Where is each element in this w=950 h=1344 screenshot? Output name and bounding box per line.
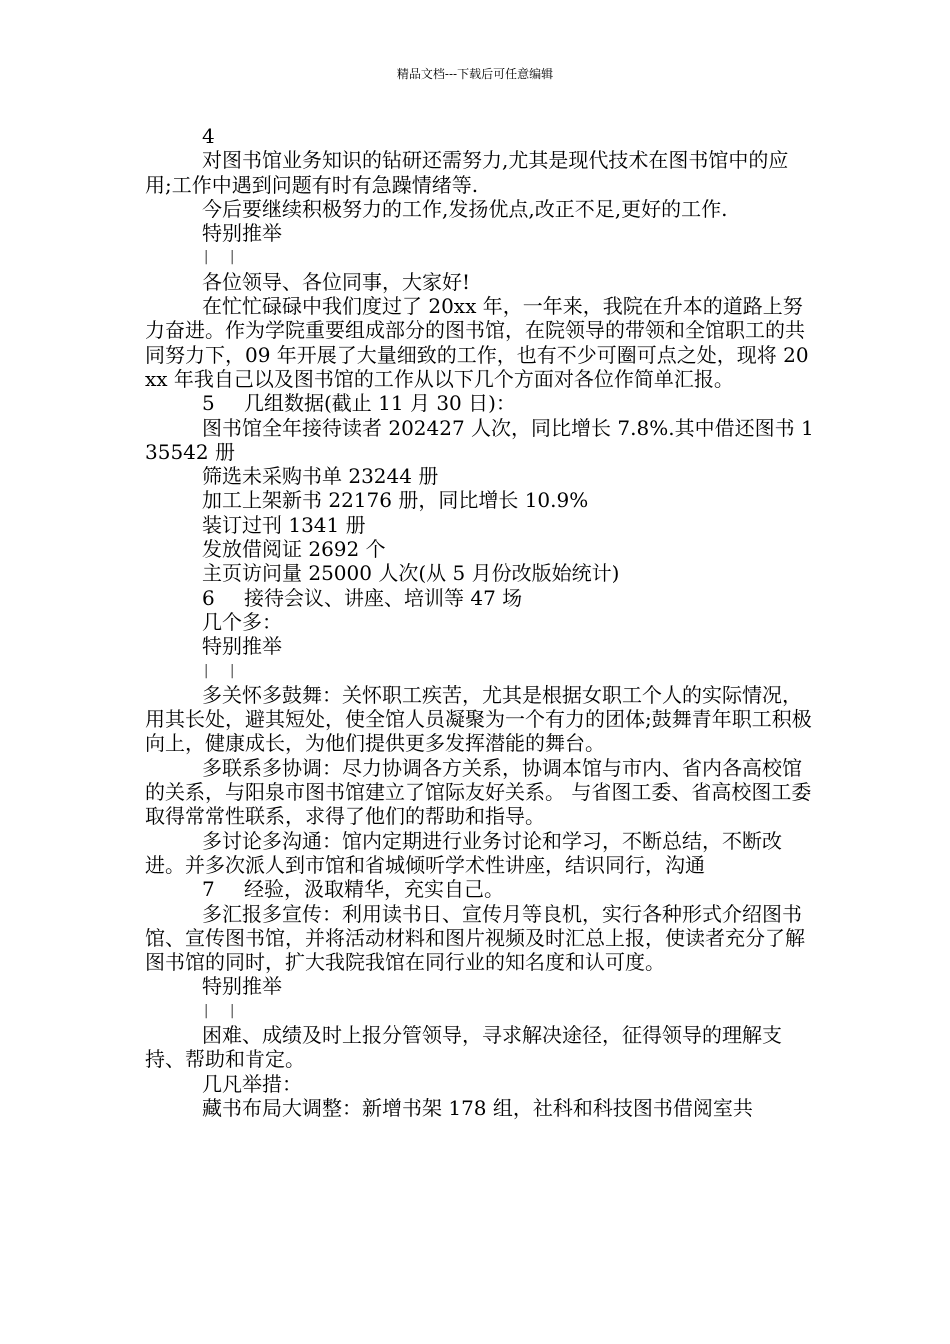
special-recommend-label: 特别推举: [202, 974, 282, 999]
special-recommend-label: 特别推举: [202, 634, 282, 659]
bar-divider: [145, 999, 815, 1023]
paragraph: 多汇报多宣传：利用读书日、宣传月等良机，实行各种形式介绍图书馆、宣传图书馆，并将活动材料和图片视频及时汇总上报，使读者充分了解图书馆的同时，扩大我院我馆在同行业的知名度和认可度。: [145, 901, 805, 975]
paragraph: 筛选未采购书单 23244 册: [202, 464, 439, 489]
paragraph: 藏书布局大调整：新增书架 178 组，社科和科技图书借阅室共: [202, 1095, 753, 1120]
section-number: 4: [202, 124, 215, 148]
paragraph: 困难、成绩及时上报分管领导，寻求解决途径，征得领导的理解支持、帮助和肯定。: [145, 1022, 782, 1072]
document-body: [145, 124, 815, 1120]
paragraph: 发放借阅证 2692 个: [202, 537, 386, 562]
bar-mark: |: [228, 249, 237, 266]
heading-text: 几组数据(截止 11 月 30 日)：: [244, 391, 516, 416]
bar-mark: |: [202, 249, 211, 266]
heading-number: 7: [202, 877, 215, 902]
heading-number: 5: [202, 391, 215, 416]
page-header: 精品文档---下载后可任意编辑: [396, 67, 554, 81]
bar-mark: |: [202, 1002, 211, 1019]
paragraph: 加工上架新书 22176 册，同比增长 10.9%: [202, 488, 589, 513]
paragraph: 今后要继续积极努力的工作,发扬优点,改正不足,更好的工作.: [202, 196, 728, 221]
numbered-heading: [145, 586, 815, 610]
bar-mark: |: [228, 662, 237, 679]
heading-text: 经验，汲取精华，充实自己。: [244, 877, 504, 902]
paragraph: 多联系多协调：尽力协调各方关系，协调本馆与市内、省内各高校馆的关系，与阳泉市图书馆建立了馆际友好关系。 与省图工委、省高校图工委取得常常性联系，求得了他们的帮助和指导。: [145, 755, 812, 829]
paragraph: 多关怀多鼓舞：关怀职工疾苦，尤其是根据女职工个人的实际情况，用其长处，避其短处，使全馆人员凝聚为一个有力的团体;鼓舞青年职工积极向上，健康成长，为他们提供更多发挥潜能的舞台。: [145, 682, 812, 756]
heading-text: 接待会议、讲座、培训等 47 场: [244, 585, 523, 610]
heading-number: 6: [202, 585, 215, 610]
paragraph: 图书馆全年接待读者 202427 人次，同比增长 7.8%.其中借还图书 135542 册: [145, 415, 814, 464]
bar-mark: |: [228, 1002, 237, 1019]
paragraph: 几个多：: [202, 609, 282, 634]
paragraph: 多讨论多沟通：馆内定期进行业务讨论和学习，不断总结，不断改进。并多次派人到市馆和省城倾听学术性讲座，结识同行，沟通: [145, 828, 782, 877]
bar-divider: [145, 245, 815, 269]
paragraph: 主页访问量 25000 人次(从 5 月份改版始统计): [202, 561, 620, 586]
bar-mark: |: [202, 662, 211, 679]
bar-divider: [145, 659, 815, 683]
numbered-heading: [145, 877, 815, 901]
greeting: 各位领导、各位同事，大家好!: [202, 269, 471, 294]
paragraph: 几凡举措：: [202, 1071, 302, 1096]
paragraph: 对图书馆业务知识的钻研还需努力,尤其是现代技术在图书馆中的应用;工作中遇到问题有时有急躁情绪等.: [145, 148, 789, 197]
numbered-heading: [145, 391, 815, 415]
special-recommend-label: 特别推举: [202, 221, 282, 246]
paragraph: 在忙忙碌碌中我们度过了 20xx 年，一年来，我院在升本的道路上努力奋进。作为学院重要组成部分的图书馆，在院领导的带领和全馆职工的共同努力下，09 年开展了大量细致的工作，也有不少可圈可点之处，现将 20xx 年我自己以及图书馆的工作从以下几个方面对各位作简单汇报。: [145, 294, 809, 391]
paragraph: 装订过刊 1341 册: [202, 512, 366, 537]
